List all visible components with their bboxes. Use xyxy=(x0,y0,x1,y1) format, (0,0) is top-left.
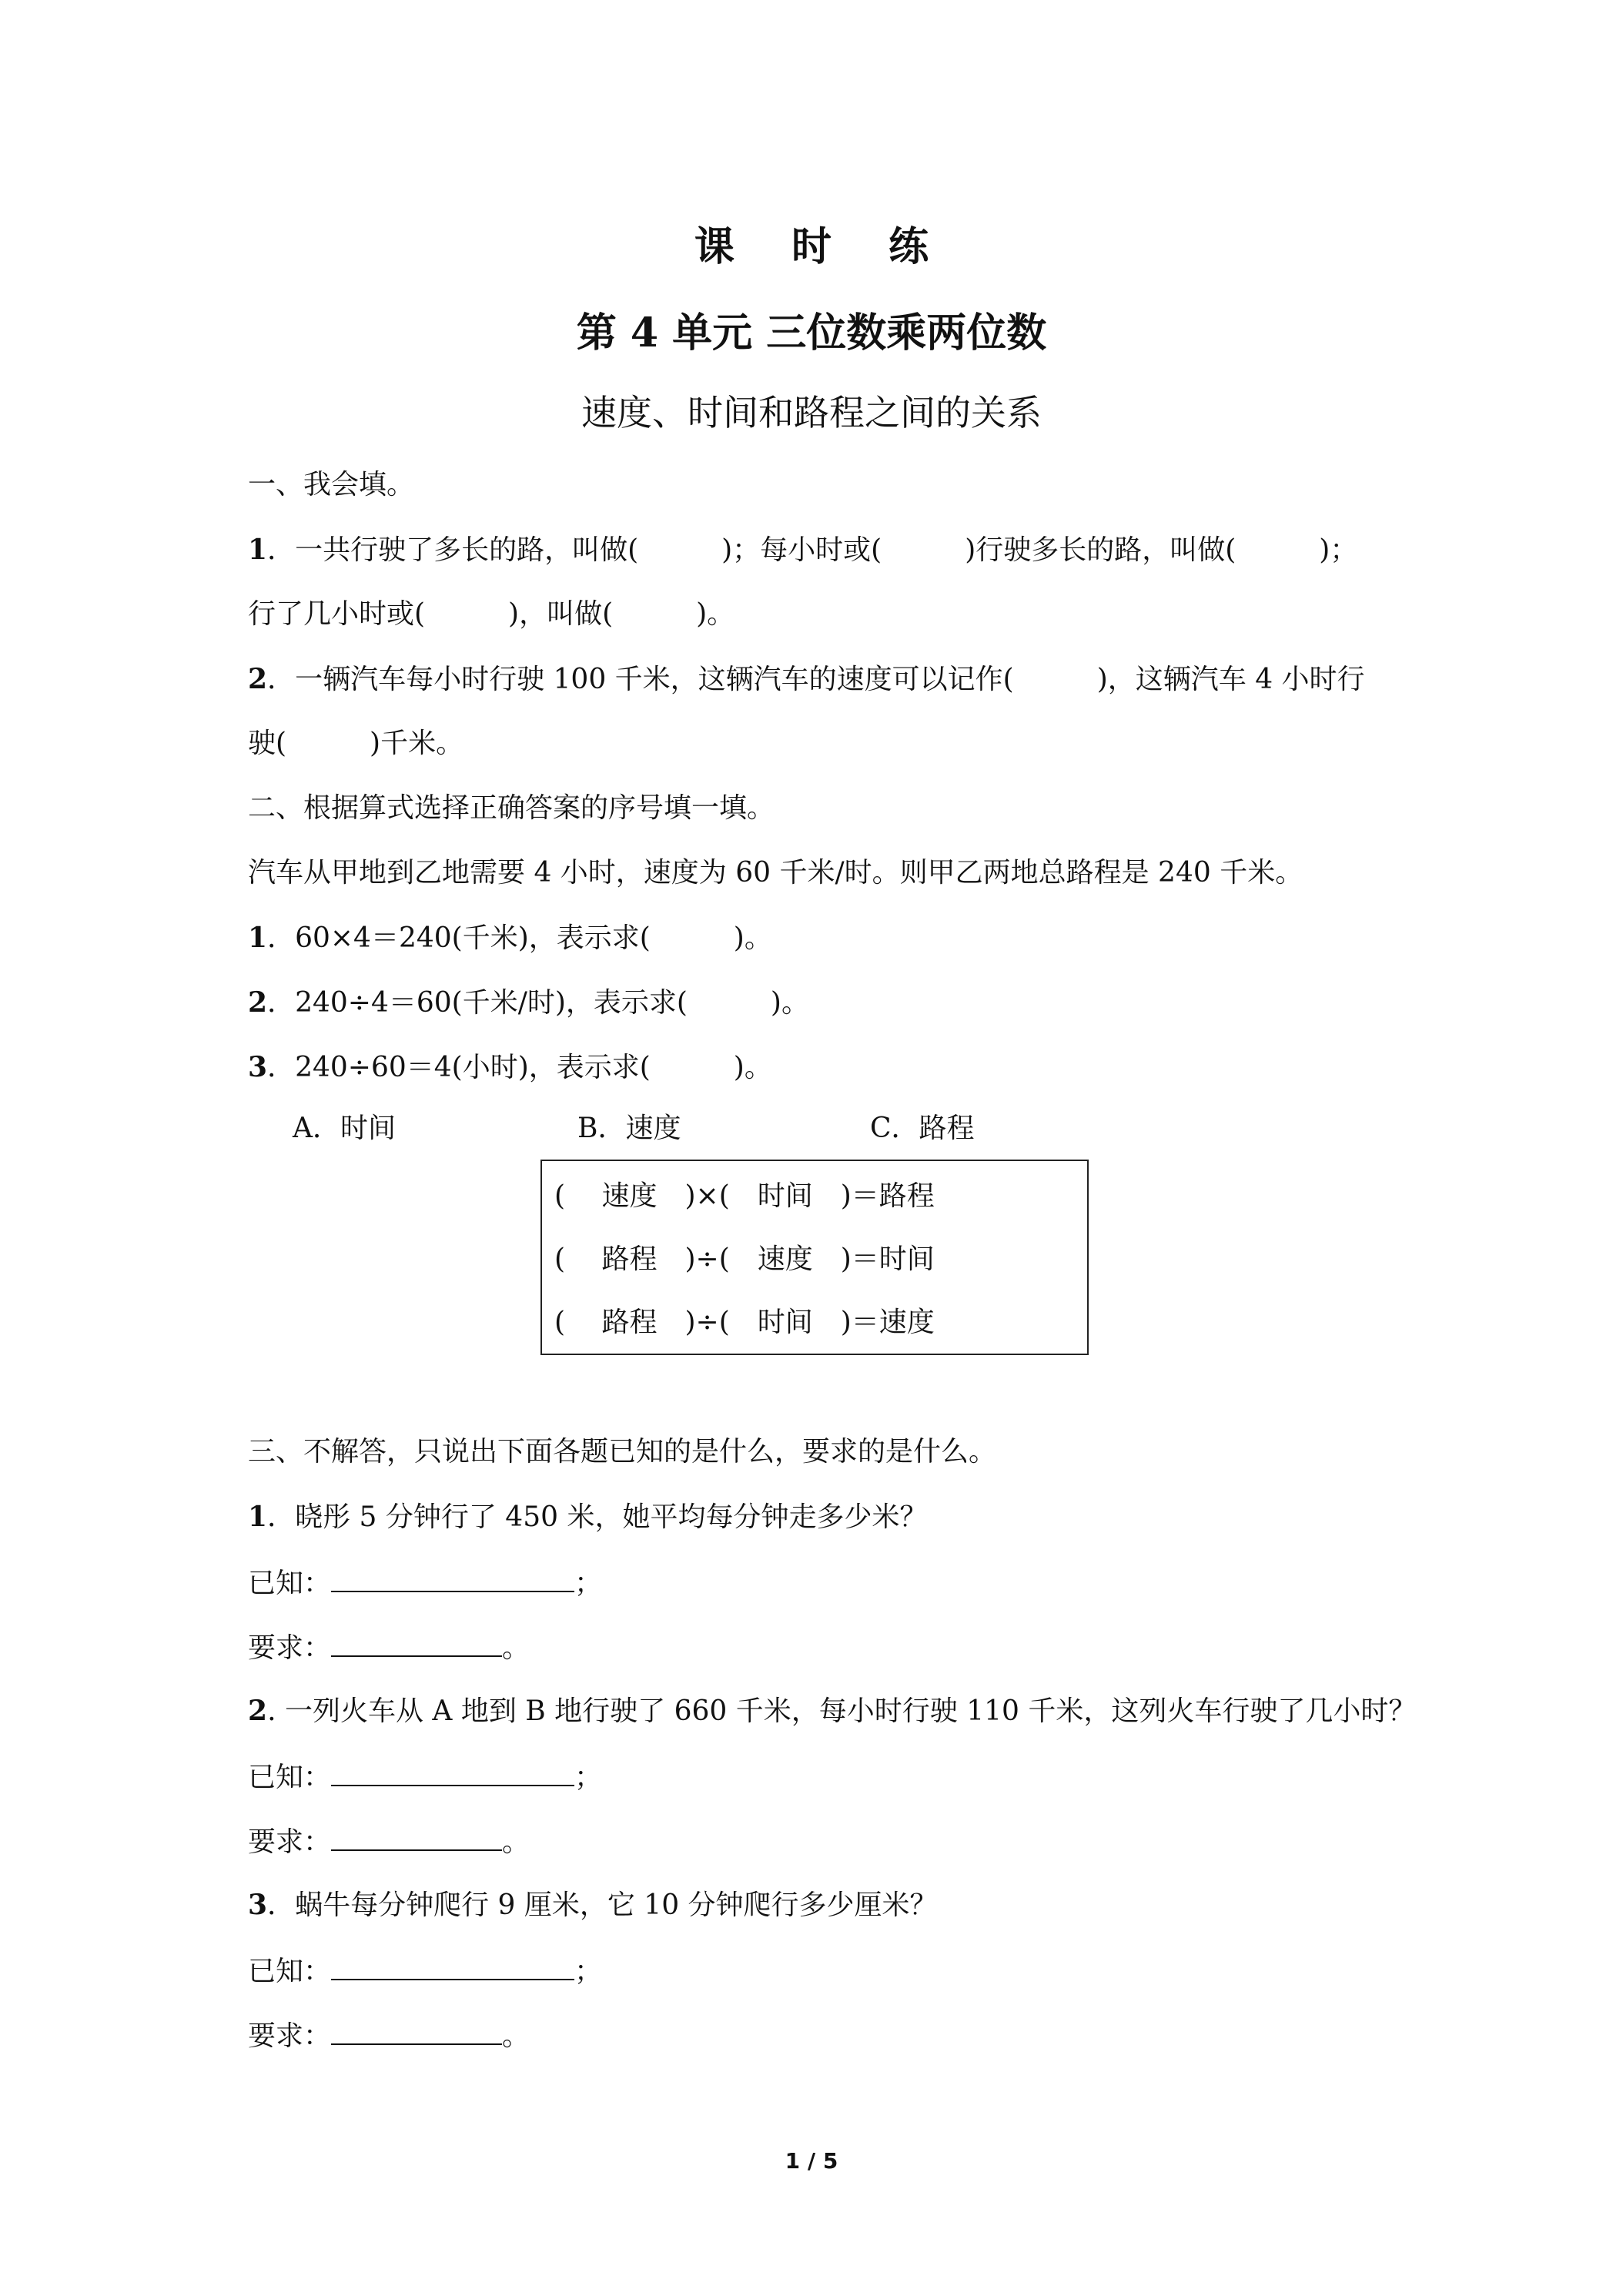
ask-end: 。 xyxy=(502,1632,530,1664)
known-answer-blank[interactable] xyxy=(331,1757,574,1786)
s3-q2-number: 2 xyxy=(248,1695,268,1727)
s3-q2-ask xyxy=(248,1822,530,1861)
known-label: 已知： xyxy=(248,1568,332,1599)
s3-q3-ask xyxy=(248,2016,530,2055)
s3-q2 xyxy=(248,1692,1416,1730)
s2-q1-number: 1 xyxy=(248,922,268,954)
section1-heading: 一、我会填。 xyxy=(248,469,415,500)
s1-q1-text: ．一共行驶了多长的路，叫做( )；每小时或( )行驶多长的路，叫做( )； xyxy=(267,534,1358,566)
formula-distance: ( 速度 )×( 时间 )＝路程 xyxy=(554,1180,935,1212)
s3-q1-text: ．晓彤 5 分钟行了 450 米，她平均每分钟走多少米？ xyxy=(267,1501,928,1533)
ask-label: 要求： xyxy=(248,1826,332,1858)
ask-answer-blank[interactable] xyxy=(331,1628,502,1657)
s3-q1-known xyxy=(248,1563,602,1602)
s2-q1-text: ．60×4＝240(千米)，表示求( )。 xyxy=(267,922,772,954)
s3-q3-known xyxy=(248,1951,602,1990)
ask-label: 要求： xyxy=(248,1632,332,1664)
s1-q1-line1 xyxy=(248,531,1357,569)
s2-q2-number: 2 xyxy=(248,986,268,1019)
ask-answer-blank[interactable] xyxy=(331,2016,502,2045)
s1-q2-number: 2 xyxy=(248,663,268,695)
s2-q3-text: ．240÷60＝4(小时)，表示求( )。 xyxy=(267,1052,772,1083)
known-answer-blank[interactable] xyxy=(331,1951,574,1980)
known-label: 已知： xyxy=(248,1762,332,1793)
s2-q3 xyxy=(248,1049,772,1086)
ask-end: 。 xyxy=(502,1826,530,1858)
known-label: 已知： xyxy=(248,1956,332,1987)
ask-answer-blank[interactable] xyxy=(331,1822,502,1851)
s3-q1 xyxy=(248,1498,927,1536)
formula-speed: ( 路程 )÷( 时间 )＝速度 xyxy=(554,1307,935,1338)
section2-intro: 汽车从甲地到乙地需要 4 小时，速度为 60 千米/时。则甲乙两地总路程是 240 千米。 xyxy=(248,857,1303,889)
ask-end: 。 xyxy=(502,2020,530,2052)
s2-q1 xyxy=(248,919,772,957)
s3-q3 xyxy=(248,1886,938,1924)
known-end: ； xyxy=(574,1956,603,1987)
s3-q1-ask xyxy=(248,1628,530,1667)
option-a: A．时间 xyxy=(293,1113,396,1144)
s1-q1-line2: 行了几小时或( )，叫做( )。 xyxy=(248,598,735,630)
ask-label: 要求： xyxy=(248,2020,332,2052)
formula-box xyxy=(540,1160,1089,1355)
s2-q2 xyxy=(248,984,809,1022)
option-b: B．速度 xyxy=(577,1113,681,1144)
s3-q3-number: 3 xyxy=(248,1889,268,1921)
known-answer-blank[interactable] xyxy=(331,1563,574,1592)
s3-q1-number: 1 xyxy=(248,1501,268,1533)
s3-q2-known xyxy=(248,1757,602,1796)
known-end: ； xyxy=(574,1762,603,1793)
unit-title: 第 4 单元 三位数乘两位数 xyxy=(576,310,1047,356)
page-title: 课 时 练 xyxy=(694,223,951,270)
known-end: ； xyxy=(574,1568,603,1599)
s1-q2-line1 xyxy=(248,661,1365,698)
lesson-title: 速度、时间和路程之间的关系 xyxy=(581,392,1042,433)
s1-q2-text: ．一辆汽车每小时行驶 100 千米，这辆汽车的速度可以记作( )，这辆汽车 4 小时行 xyxy=(267,664,1365,695)
option-c: C．路程 xyxy=(870,1113,975,1144)
s2-q3-number: 3 xyxy=(248,1051,268,1083)
s1-q2-line2: 驶( )千米。 xyxy=(248,728,464,759)
section3-heading: 三、不解答，只说出下面各题已知的是什么，要求的是什么。 xyxy=(248,1436,997,1468)
s1-q1-number: 1 xyxy=(248,534,268,566)
s3-q3-text: ．蜗牛每分钟爬行 9 厘米，它 10 分钟爬行多少厘米？ xyxy=(267,1889,938,1921)
formula-time: ( 路程 )÷( 速度 )＝时间 xyxy=(554,1243,935,1275)
page-number: 1 / 5 xyxy=(785,2148,838,2174)
section2-heading: 二、根据算式选择正确答案的序号填一填。 xyxy=(248,792,775,824)
s3-q2-text: . 一列火车从 A 地到 B 地行驶了 660 千米，每小时行驶 110 千米，这列火车行驶了几小时？ xyxy=(267,1695,1417,1727)
s2-q2-text: ．240÷4＝60(千米/时)，表示求( )。 xyxy=(267,987,809,1019)
